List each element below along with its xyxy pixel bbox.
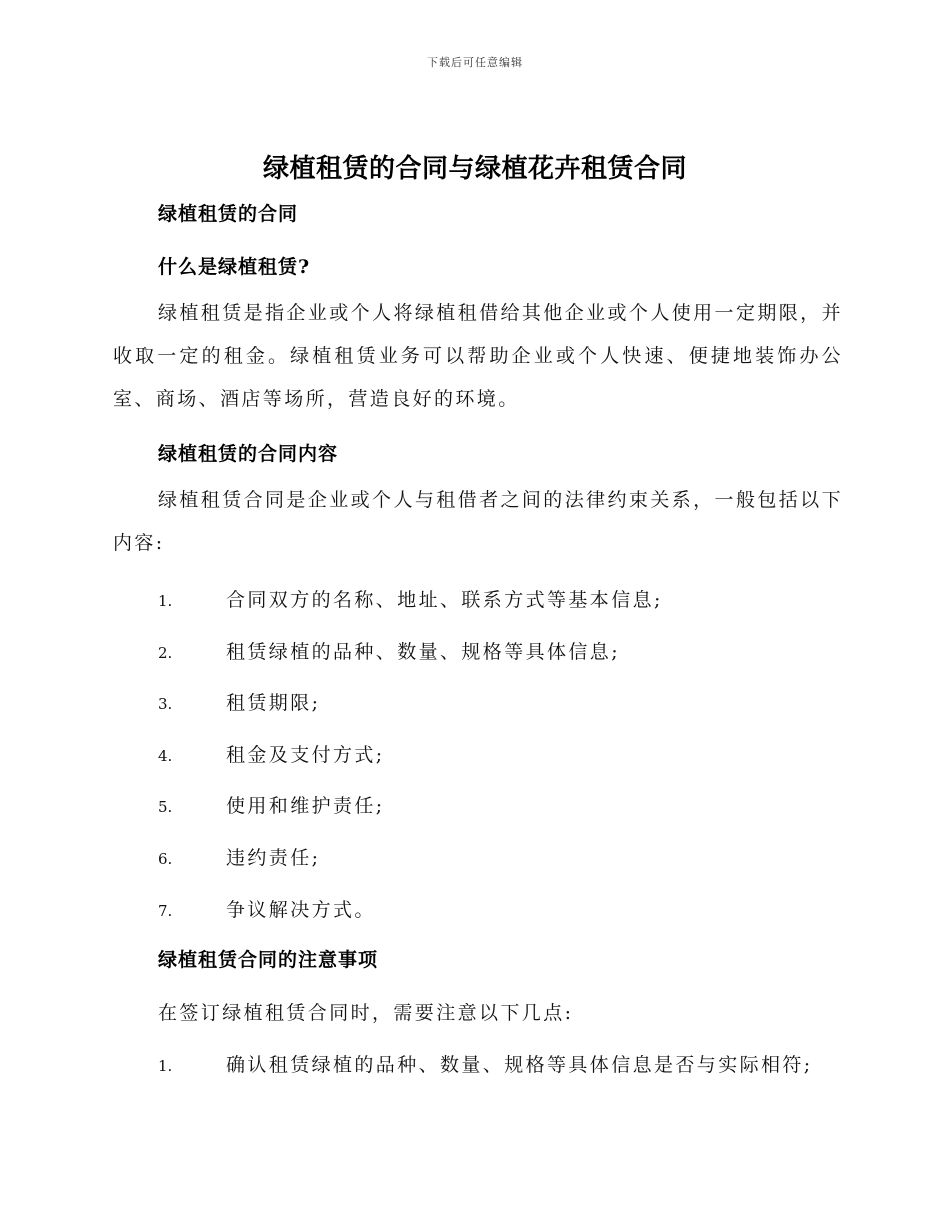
- section-heading-notes: 绿植租赁合同的注意事项: [158, 949, 379, 971]
- paragraph-definition: 绿植租赁是指企业或个人将绿植租借给其他企业或个人使用一定期限，并收取一定的租金。绿植租赁业务可以帮助企业或个人快速、便捷地装饰办公室、商场、酒店等场所，营造良好的环境。: [113, 302, 843, 410]
- list-item: [158, 843, 858, 870]
- list-item: [158, 791, 858, 818]
- document-title: 绿植租赁的合同与绿植花卉租赁合同: [262, 154, 687, 184]
- section-heading-contract-content: 绿植租赁的合同内容: [158, 443, 339, 465]
- list-number: 6.: [158, 850, 173, 868]
- list-number: 4.: [158, 747, 173, 765]
- list-number: 7.: [158, 902, 173, 920]
- list-item: [158, 688, 858, 715]
- list-text: 租赁绿植的品种、数量、规格等具体信息;: [226, 641, 621, 663]
- list-text: 使用和维护责任;: [226, 795, 385, 817]
- notes-intro: 在签订绿植租赁合同时，需要注意以下几点:: [158, 1002, 574, 1024]
- header-note: 下载后可任意编辑: [427, 56, 523, 69]
- list-item: [158, 1050, 858, 1077]
- list-item: [158, 585, 858, 612]
- list-number: 2.: [158, 644, 173, 662]
- paragraph-contract-content: 绿植租赁合同是企业或个人与租借者之间的法律约束关系，一般包括以下内容:: [113, 489, 843, 554]
- list-text: 违约责任;: [226, 847, 321, 869]
- list-number: 1.: [158, 592, 173, 610]
- list-item: [158, 637, 858, 664]
- list-text: 合同双方的名称、地址、联系方式等基本信息;: [226, 589, 663, 611]
- list-text: 确认租赁绿植的品种、数量、规格等具体信息是否与实际相符;: [226, 1054, 813, 1076]
- list-number: 1.: [158, 1057, 173, 1075]
- list-text: 租赁期限;: [226, 692, 321, 714]
- list-item: [158, 895, 858, 922]
- section-heading-contract: 绿植租赁的合同: [158, 203, 299, 225]
- list-text: 租金及支付方式;: [226, 744, 385, 766]
- list-number: 3.: [158, 695, 173, 713]
- list-number: 5.: [158, 798, 173, 816]
- list-text: 争议解决方式。: [226, 899, 376, 921]
- list-item: [158, 740, 858, 767]
- subheading-what-is-rental: 什么是绿植租赁?: [158, 256, 311, 278]
